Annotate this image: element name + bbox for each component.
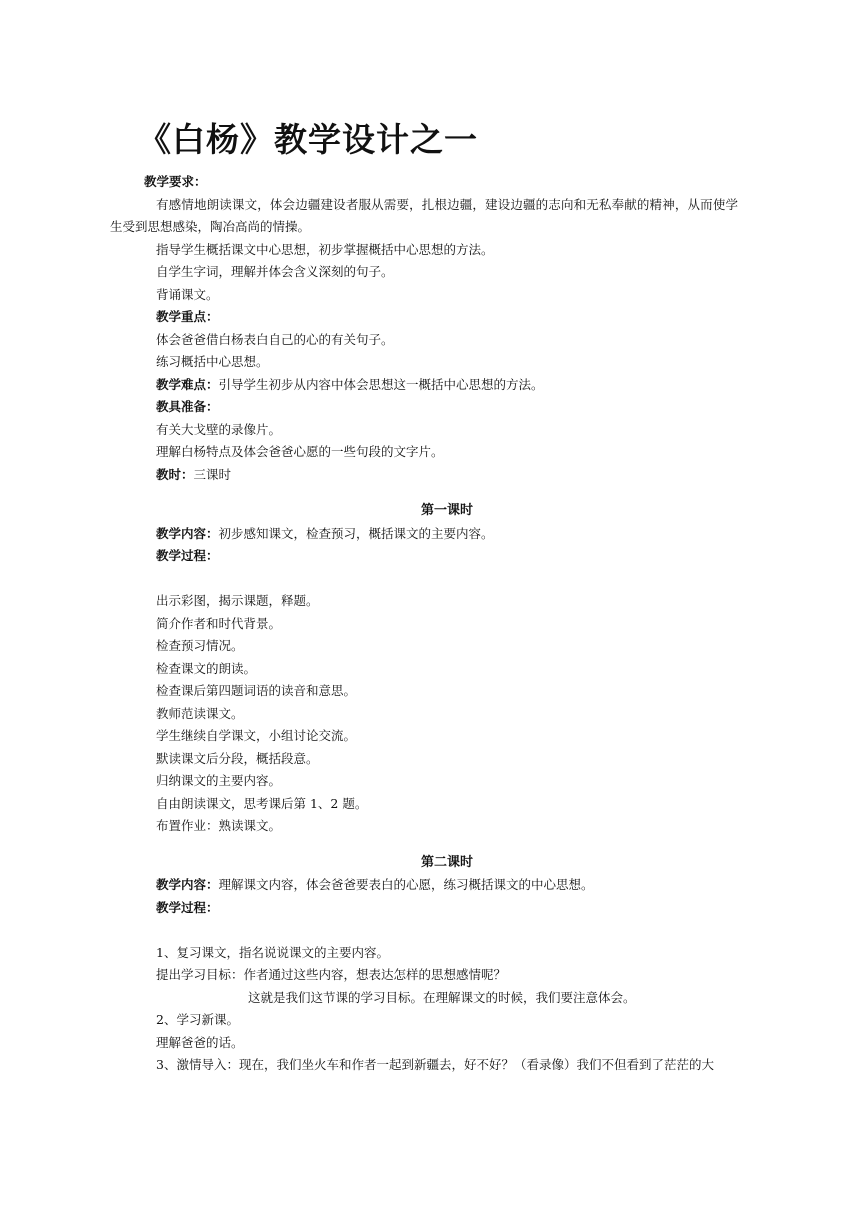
lesson1-process-heading [110,545,738,568]
key-points-heading [110,306,738,329]
lesson1-step: 默读课文后分段，概括段意。 [156,750,319,766]
lesson1-step: 出示彩图，揭示课题，释题。 [156,593,319,608]
lesson2-step: 理解爸爸的话。 [156,1034,244,1050]
lesson1-step: 检查预习情况。 [156,638,244,653]
lesson1-content-label: 教学内容： [156,525,219,541]
material-item: 有关大戈壁的录像片。 [156,421,282,437]
difficulty-label: 教学难点： [156,376,219,392]
lesson1-content-text: 初步感知课文，检查预习，概括课文的主要内容。 [218,525,494,541]
lesson2-step: 1、复习课文，指名说说课文的主要内容。 [156,944,389,960]
lesson2-process-heading [110,897,738,920]
key-point-item: 体会爸爸借白杨表白自己的心的有关句子。 [156,331,394,347]
lesson1-step: 检查课文的朗读。 [156,660,257,676]
requirement-item: 背诵课文。 [156,286,219,302]
lesson1-step: 自由朗读课文，思考课后第 1、2 题。 [156,795,368,811]
lesson2-step: 提出学习目标：作者通过这些内容，想表达怎样的思想感情呢？ [156,967,507,982]
lesson1-step: 归纳课文的主要内容。 [156,773,282,788]
lesson2-step: 2、学习新课。 [156,1012,239,1027]
lesson2-content-line [110,874,738,897]
document-body [110,171,738,1077]
lesson1-step: 检查课后第四题词语的读音和意思。 [156,683,357,698]
lesson2-step: 3、激情导入：现在，我们坐火车和作者一起到新疆去，好不好？（看录像）我们不但看到了茫茫的大 [156,1057,714,1072]
lesson2-content-text: 理解课文内容，体会爸爸要表白的心愿，练习概括课文的中心思想。 [218,877,594,892]
difficulty-line [110,374,738,397]
requirement-item: 指导学生概括课文中心思想，初步掌握概括中心思想的方法。 [156,241,494,257]
lesson1-heading: 第一课时 [420,503,473,518]
lesson2-step: 这就是我们这节课的学习目标。在理解课文的时候，我们要注意体会。 [248,989,636,1005]
requirement-item: 有感情地朗读课文，体会边疆建设者服从需要，扎根边疆，建设边疆的志向和无私奉献的精神，从而使学生受到思想感染，陶冶高尚的情操。 [110,196,738,234]
difficulty-text: 引导学生初步从内容中体会思想这一概括中心思想的方法。 [218,376,544,392]
duration-label: 教时： [156,466,194,482]
lesson2-content-label: 教学内容： [156,877,219,892]
requirement-item: 自学生字词，理解并体会含义深刻的句子。 [156,264,394,279]
lesson1-step: 布置作业：熟读课文。 [156,818,282,833]
document-title: 《白杨》教学设计之一 [138,120,478,159]
materials-label: 教具准备： [156,399,219,414]
material-item: 理解白杨特点及体会爸爸心愿的一些句段的文字片。 [156,444,444,459]
lesson1-step: 教师范读课文。 [156,705,244,721]
lesson1-step: 学生继续自学课文，小组讨论交流。 [156,728,357,743]
duration-text: 三课时 [193,466,232,482]
lesson1-content-line [110,523,738,546]
spacer [110,568,738,591]
spacer [110,486,738,500]
lesson2-process-label: 教学过程： [156,899,219,915]
requirements-heading [110,171,738,194]
key-point-item: 练习概括中心思想。 [156,354,269,369]
spacer [110,838,738,852]
lesson1-process-label: 教学过程： [156,548,219,563]
spacer [110,919,738,942]
materials-heading [110,396,738,419]
requirements-label: 教学要求： [144,174,207,189]
duration-line [110,464,738,487]
lesson1-step: 简介作者和时代背景。 [156,615,282,631]
lesson2-heading: 第二课时 [420,854,473,870]
key-points-label: 教学重点： [156,309,219,324]
